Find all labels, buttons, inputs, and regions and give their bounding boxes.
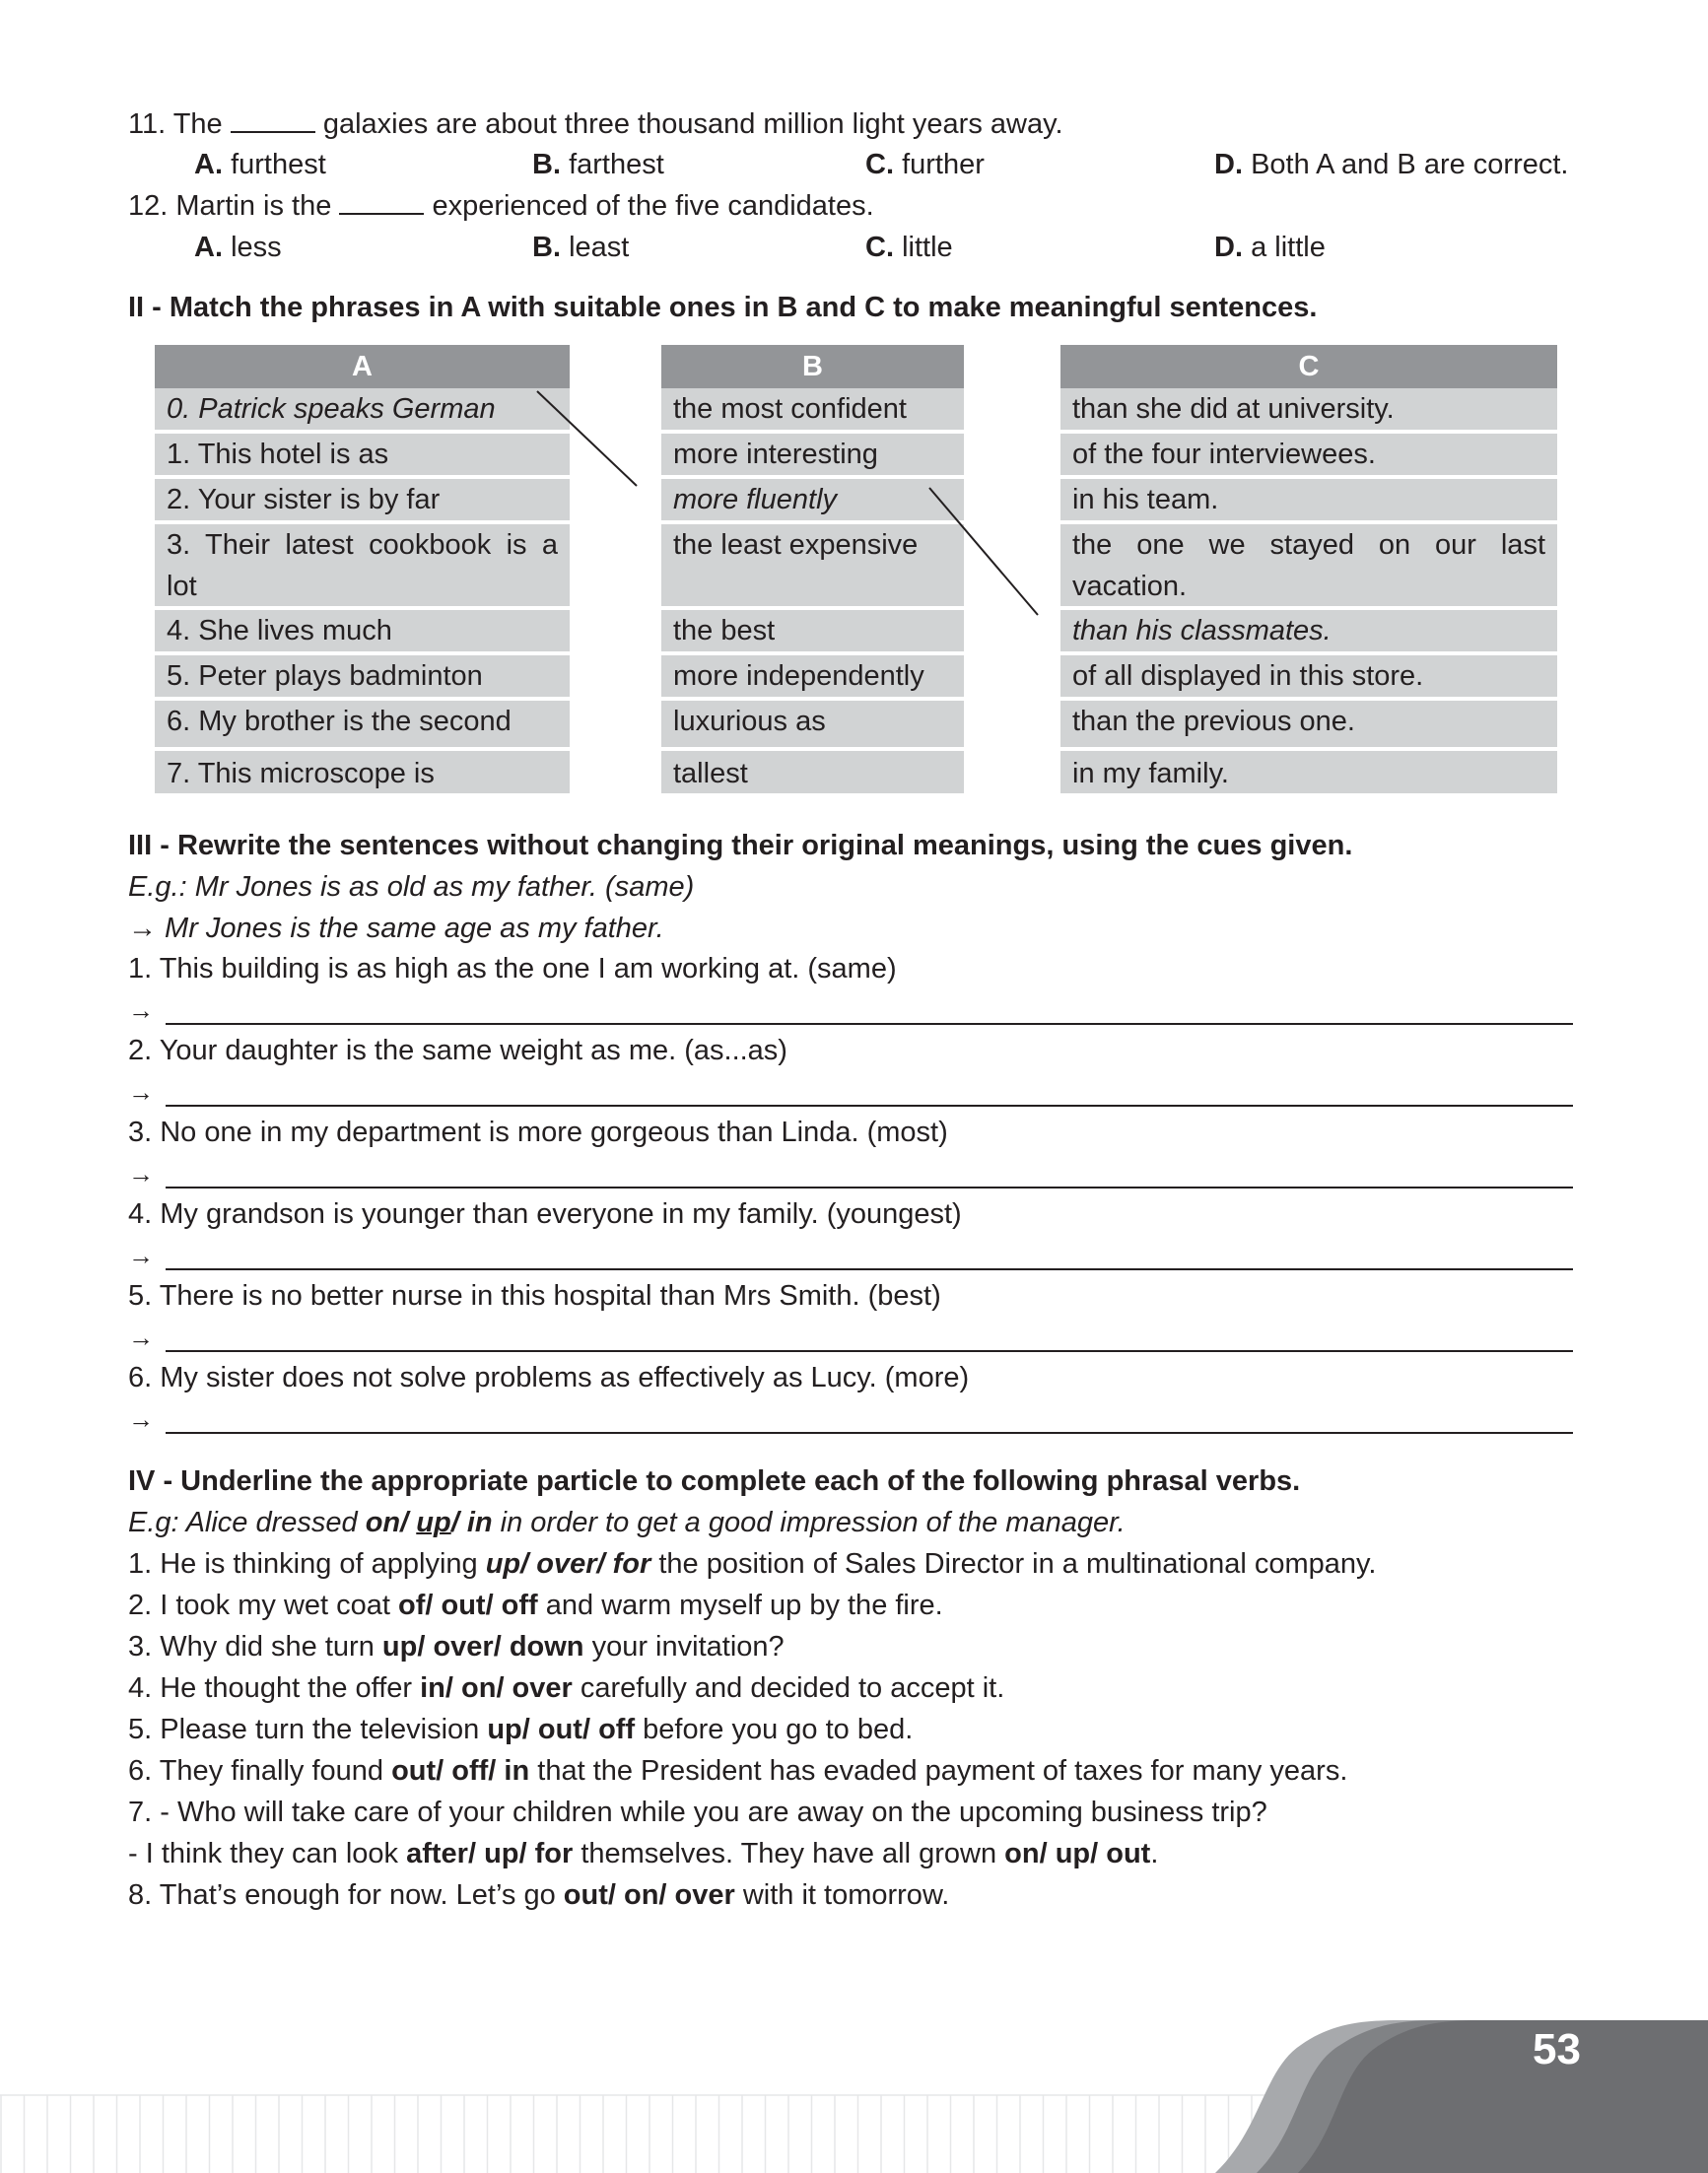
- column-a-cell[interactable]: 5. Peter plays badminton: [155, 651, 570, 697]
- rewrite-prompt: 3. No one in my department is more gorgeous than Linda. (most): [128, 1117, 948, 1148]
- arrow-icon: →: [128, 1241, 154, 1270]
- column-a-cell[interactable]: 2. Your sister is by far: [155, 475, 570, 520]
- particle-choices[interactable]: up/ out/ off: [487, 1714, 636, 1745]
- column-c-cell[interactable]: than his classmates.: [1060, 606, 1557, 651]
- answer-line[interactable]: [166, 1187, 1573, 1188]
- column-b-header: B: [661, 345, 964, 388]
- phrasal-item: - I think they can look after/ up/ for themselves. They have all grown on/ up/ out.: [128, 1838, 1159, 1869]
- section-iii-heading: III - Rewrite the sentences without changing their original meanings, using the cues given.: [128, 830, 1353, 861]
- phrasal-item: 1. He is thinking of applying up/ over/ for the position of Sales Director in a multinational company.: [128, 1548, 1377, 1580]
- column-c-cell[interactable]: than she did at university.: [1060, 388, 1557, 430]
- column-c-cell[interactable]: of the four interviewees.: [1060, 430, 1557, 475]
- column-b-cell[interactable]: tallest: [661, 747, 964, 793]
- particle-choices[interactable]: out/ off/ in: [391, 1755, 530, 1787]
- answer-line[interactable]: [166, 1268, 1573, 1270]
- answer-line[interactable]: [166, 1350, 1573, 1352]
- option-a[interactable]: A. less: [194, 232, 282, 263]
- section-iv-heading: IV - Underline the appropriate particle to complete each of the following phrasal verbs.: [128, 1465, 1301, 1497]
- rewrite-prompt: 2. Your daughter is the same weight as me. (as...as): [128, 1035, 787, 1066]
- particle-choices[interactable]: of/ out/ off: [398, 1590, 538, 1621]
- column-c-cell[interactable]: of all displayed in this store.: [1060, 651, 1557, 697]
- question-12-stem: 12. Martin is the experienced of the five candidates.: [128, 190, 874, 222]
- section-iv-example: E.g: Alice dressed on/ up/ in in order to get a good impression of the manager.: [128, 1507, 1126, 1538]
- column-a-cell[interactable]: 7. This microscope is: [155, 747, 570, 793]
- phrasal-item: 7. - Who will take care of your children while you are away on the upcoming business trip?: [128, 1797, 1267, 1828]
- option-a[interactable]: A. furthest: [194, 149, 326, 180]
- rewrite-prompt: 6. My sister does not solve problems as effectively as Lucy. (more): [128, 1362, 970, 1393]
- answer-blank[interactable]: [339, 191, 424, 215]
- rewrite-prompt: 1. This building is as high as the one I am working at. (same): [128, 953, 897, 985]
- particle-choices[interactable]: in/ on/ over: [420, 1672, 573, 1704]
- column-a-cell[interactable]: 0. Patrick speaks German: [155, 388, 570, 430]
- phrasal-item: 2. I took my wet coat of/ out/ off and warm myself up by the fire.: [128, 1590, 943, 1621]
- column-b: [661, 345, 964, 793]
- phrasal-item: 8. That’s enough for now. Let’s go out/ on/ over with it tomorrow.: [128, 1879, 950, 1911]
- column-b-cell[interactable]: the best: [661, 606, 964, 651]
- phrasal-item: 4. He thought the offer in/ on/ over carefully and decided to accept it.: [128, 1672, 1005, 1704]
- section-ii-heading: II - Match the phrases in A with suitable ones in B and C to make meaningful sentences.: [128, 292, 1318, 323]
- column-c-cell[interactable]: the one we stayed on our last vacation.: [1060, 520, 1557, 606]
- column-b-cell[interactable]: more independently: [661, 651, 964, 697]
- particle-choices[interactable]: on/ up/ out: [1004, 1838, 1151, 1869]
- column-b-cell[interactable]: more fluently: [661, 475, 964, 520]
- particle-choices[interactable]: out/ on/ over: [563, 1879, 735, 1911]
- column-c: [1060, 345, 1557, 793]
- column-a: [155, 345, 570, 793]
- column-a-header: A: [155, 345, 570, 388]
- column-a-cell[interactable]: 3. Their latest cookbook is a lot: [155, 520, 570, 606]
- rewrite-prompt: 5. There is no better nurse in this hospital than Mrs Smith. (best): [128, 1280, 941, 1312]
- column-c-cell[interactable]: in his team.: [1060, 475, 1557, 520]
- column-a-cell[interactable]: 6. My brother is the second: [155, 697, 570, 747]
- phrasal-item: 6. They finally found out/ off/ in that the President has evaded payment of taxes for many years.: [128, 1755, 1348, 1787]
- option-d[interactable]: D. Both A and B are correct.: [1214, 149, 1569, 180]
- column-c-cell[interactable]: than the previous one.: [1060, 697, 1557, 747]
- phrasal-item: 5. Please turn the television up/ out/ off before you go to bed.: [128, 1714, 914, 1745]
- phrasal-item: 3. Why did she turn up/ over/ down your invitation?: [128, 1631, 785, 1663]
- section-iii-example-answer: → Mr Jones is the same age as my father.: [128, 913, 664, 944]
- answer-line[interactable]: [166, 1105, 1573, 1107]
- arrow-icon: →: [128, 1323, 154, 1352]
- option-c[interactable]: C. little: [865, 232, 953, 263]
- column-a-cell[interactable]: 4. She lives much: [155, 606, 570, 651]
- column-b-cell[interactable]: the least expensive: [661, 520, 964, 606]
- question-11-stem: 11. The galaxies are about three thousand million light years away.: [128, 108, 1063, 140]
- column-c-cell[interactable]: in my family.: [1060, 747, 1557, 793]
- answer-line[interactable]: [166, 1432, 1573, 1434]
- particle-choices[interactable]: up/ over/ down: [381, 1631, 584, 1663]
- answer-blank[interactable]: [231, 109, 315, 133]
- option-b[interactable]: B. least: [532, 232, 630, 263]
- option-b[interactable]: B. farthest: [532, 149, 664, 180]
- section-iii-example-prompt: E.g.: Mr Jones is as old as my father. (same): [128, 871, 695, 903]
- page-number: 53: [1533, 2025, 1581, 2073]
- option-c[interactable]: C. further: [865, 149, 985, 180]
- arrow-icon: →: [128, 995, 154, 1025]
- column-b-cell[interactable]: more interesting: [661, 430, 964, 475]
- column-a-cell[interactable]: 1. This hotel is as: [155, 430, 570, 475]
- particle-choices[interactable]: up/ over/ for: [485, 1548, 651, 1580]
- underlined-answer: up: [416, 1507, 451, 1538]
- option-d[interactable]: D. a little: [1214, 232, 1326, 263]
- answer-line[interactable]: [166, 1023, 1573, 1025]
- arrow-icon: →: [128, 1404, 154, 1434]
- column-b-cell[interactable]: luxurious as: [661, 697, 964, 747]
- column-c-header: C: [1060, 345, 1557, 388]
- rewrite-prompt: 4. My grandson is younger than everyone in my family. (youngest): [128, 1198, 962, 1230]
- arrow-icon: →: [128, 1159, 154, 1188]
- arrow-icon: →: [128, 1077, 154, 1107]
- column-b-cell[interactable]: the most confident: [661, 388, 964, 430]
- page-footer-decoration: [0, 1991, 1708, 2173]
- particle-choices[interactable]: after/ up/ for: [406, 1838, 574, 1869]
